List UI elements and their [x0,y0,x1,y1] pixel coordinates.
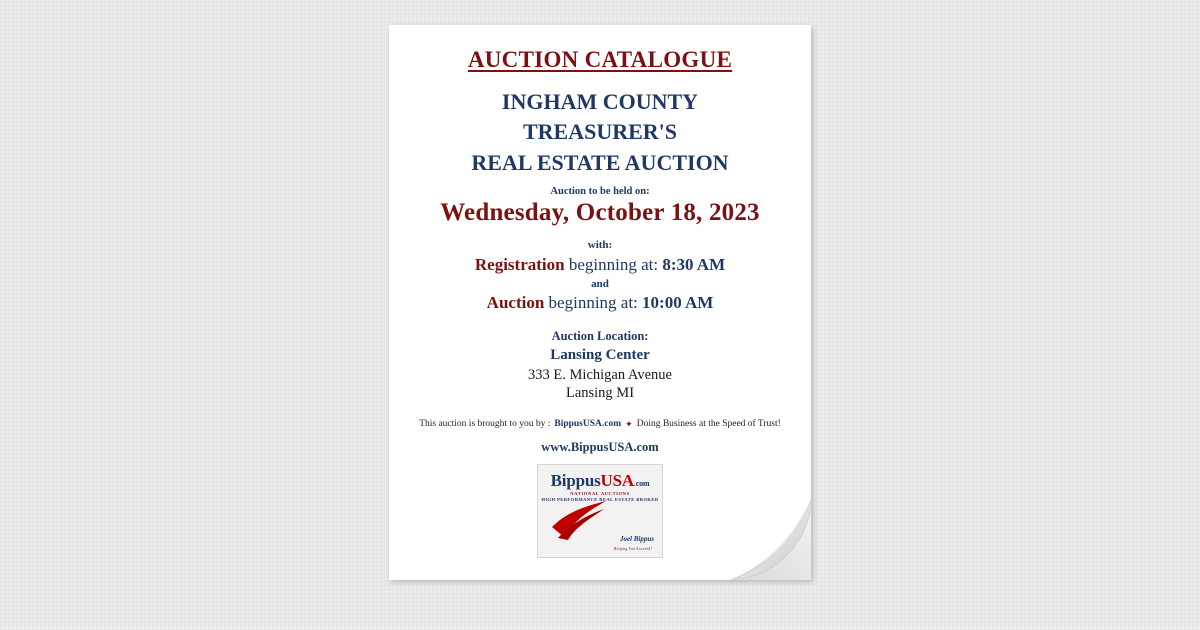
brought-by-tagline: Doing Business at the Speed of Trust! [636,419,781,430]
location-address: 333 E. Michigan Avenue [528,367,672,384]
logo-dotcom: .com [633,479,650,489]
auction-time: 10:00 AM [642,293,714,313]
document-subtitle [419,87,781,178]
auction-text: beginning at: [548,293,638,313]
brought-by-line [419,419,781,429]
document-page [389,25,811,580]
registration-text: beginning at: [568,255,659,275]
subtitle-line-2: TREASURER'S [522,119,678,145]
with-label: with: [587,239,613,252]
brought-by-brand: BippusUSA.com [554,419,622,430]
subtitle-line-3: REAL ESTATE AUCTION [471,149,729,175]
logo-tagline-1: NATIONAL AUCTIONS [570,491,630,497]
logo-wordmark [538,465,662,489]
auction-time-line [419,293,781,313]
logo-word-bippus: Bippus [550,471,601,491]
subtitle-line-1: INGHAM COUNTY [501,89,699,114]
location-name: Lansing Center [550,347,650,364]
logo-signature-sub: Helping You Succeed! [613,547,652,552]
auction-label: Auction [486,293,545,313]
diamond-icon: ✦ [625,418,633,429]
brought-by-prefix: This auction is brought to you by : [419,419,551,430]
bippus-usa-logo [537,464,663,558]
document-content [389,25,811,558]
website-link[interactable]: www.BippusUSA.com [541,440,659,455]
swoosh-icon [548,497,620,541]
logo-word-usa: USA [600,471,634,491]
page-title: AUCTION CATALOGUE [467,47,733,72]
auction-date: Wednesday, October 18, 2023 [440,199,760,227]
logo-container [419,464,781,558]
registration-time: 8:30 AM [662,255,726,275]
location-heading: Auction Location: [551,329,649,344]
held-on-label: Auction to be held on: [550,186,650,198]
registration-label: Registration [474,255,565,275]
location-city-state: Lansing MI [565,385,635,402]
registration-time-line [419,255,781,275]
logo-signature: Joel Bippus [619,535,654,544]
and-label: and [591,278,609,291]
logo-tagline-2: HIGH PERFORMANCE REAL ESTATE BROKER [541,497,659,503]
